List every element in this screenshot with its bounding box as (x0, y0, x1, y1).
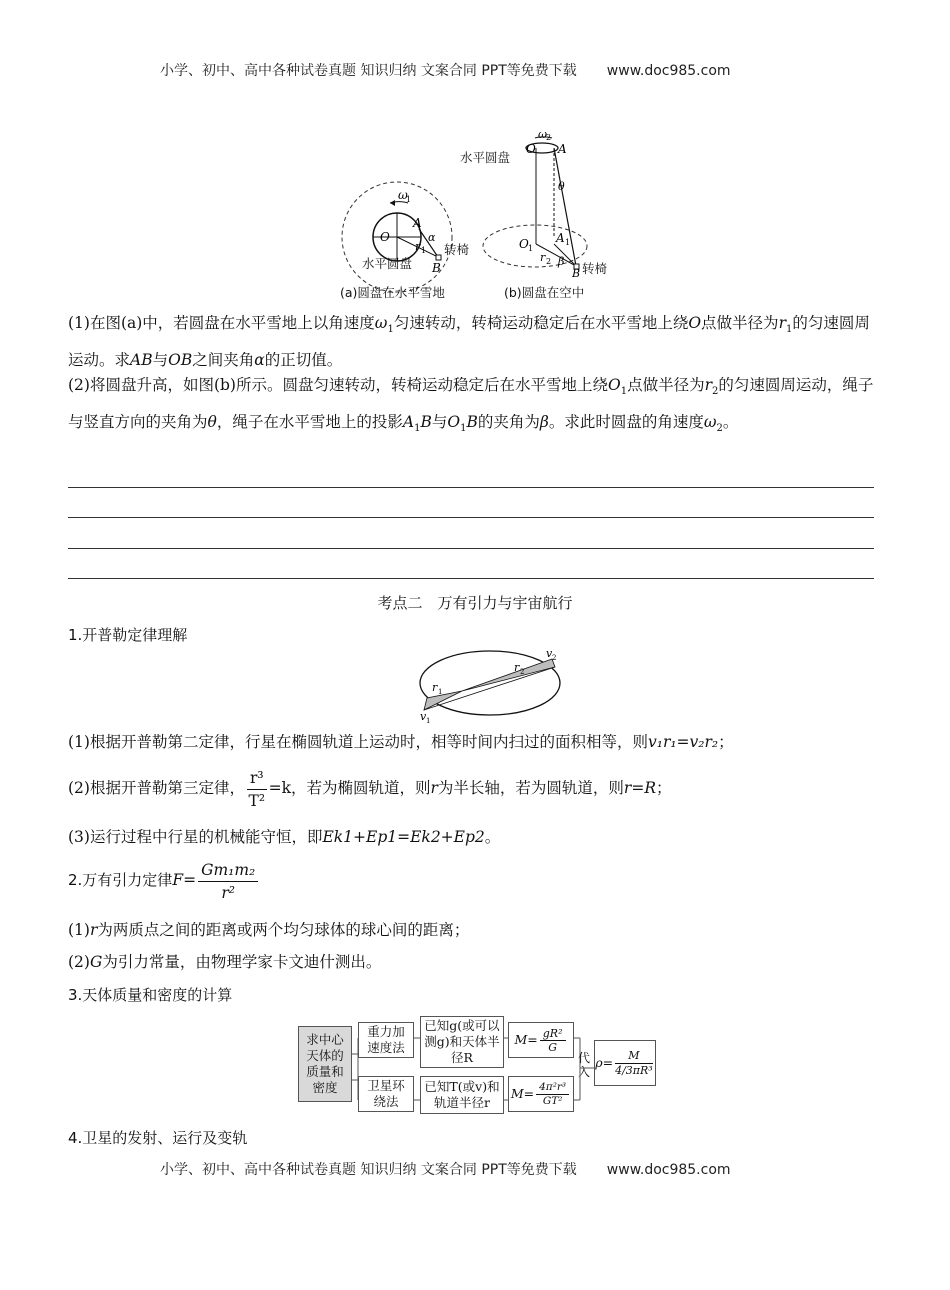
figure-a-label-O: O (380, 230, 390, 244)
flow-root: 求中心天体的质量和密度 (298, 1026, 352, 1102)
header-url[interactable]: www.doc985.com (606, 63, 731, 79)
flow-orbit-known: 已知T(或v)和轨道半径r (420, 1076, 504, 1114)
figure-b-label-A1: A (556, 231, 565, 245)
section-2-title: 考点二 万有引力与宇宙航行 (377, 594, 573, 612)
figure-b-label-r2-sub: 2 (546, 257, 552, 266)
figure-a-label-r1: r (415, 240, 421, 253)
header-text: 小学、初中、高中各种试卷真题 知识归纳 文案合同 PPT等免费下载 (160, 63, 577, 79)
footer-url[interactable]: www.doc985.com (606, 1162, 731, 1178)
figure-a-label-A: A (413, 216, 422, 230)
heading-kepler: 1.开普勒定律理解 (68, 626, 188, 644)
figure-b-label-A1-sub: 1 (565, 238, 571, 247)
flow-gravity-known: 已知g(或可以测g)和天体半径R (420, 1016, 504, 1068)
swept-area-2 (462, 659, 555, 691)
page-header (160, 60, 731, 80)
question-2: (2)将圆盘升高，如图(b)所示。圆盘匀速转动，转椅运动稳定后在水平雪地上绕$O_1$点做半径为$r_2$的匀速圆周运动，绳子与竖直方向的夹角为θ，绳子在水平雪地上的投影$A_1B$与$O_1B$的夹角为β。求此时圆盘的角速度$\omega_2$。 (68, 376, 874, 435)
figure-a-caption: (a)圆盘在水平雪地 (340, 285, 445, 300)
figure-b-label-disk: 水平圆盘 (460, 150, 511, 165)
figure-b-label-omega: ω (538, 128, 547, 141)
gravitation-note-2: (2)G为引力常量，由物理学家卡文迪什测出。 (68, 953, 382, 971)
radius-line (424, 667, 555, 710)
figure-b-label-O: O (526, 142, 536, 156)
label-v2: v (546, 647, 553, 660)
heading-mass-density: 3.天体质量和密度的计算 (68, 986, 233, 1004)
figure-b-label-theta: θ (558, 180, 565, 193)
question-1: (1)在图(a)中，若圆盘在水平雪地上以角速度$\omega_1$匀速转动，转椅运动稳定后在水平雪地上绕O点做半径为$r_1$的匀速圆周运动。求AB与OB之间夹角α的正切值。 (68, 314, 870, 370)
figure-b-label-chair: 转椅 (582, 261, 608, 276)
figure-b-label-O1: O (519, 237, 529, 251)
label-v1: v (420, 710, 427, 723)
figure-a-label-alpha: α (428, 231, 436, 244)
figure-a-label-chair: 转椅 (444, 242, 470, 257)
figure-b-rope (554, 148, 576, 266)
kepler-law-2: (1)根据开普勒第二定律，行星在椭圆轨道上运动时，相等时间内扫过的面积相等，则v₁r₁=v₂r₂； (68, 733, 734, 751)
figure-a-label-disk: 水平圆盘 (362, 256, 413, 271)
label-r2: r (514, 661, 520, 674)
kepler-law-3: (2)根据开普勒第三定律， $\frac{\text{r³}}{\text{T²}}$ =k，若为椭圆轨道，则r为半长轴，若为圆轨道，则r=R； (68, 768, 672, 810)
flow-method-gravity: 重力加速度法 (358, 1022, 414, 1058)
kepler-ellipse-figure (410, 645, 570, 725)
figure-a-arrowhead (390, 200, 395, 206)
figure-a-label-omega-sub: 1 (406, 195, 412, 204)
flow-method-orbit: 卫星环绕法 (358, 1076, 414, 1112)
figure-a-chair (436, 255, 441, 260)
label-v2-sub: 2 (552, 654, 557, 662)
answer-line-1[interactable] (68, 487, 874, 488)
flow-orbit-result: M= $\frac{\text{4π²r³}}{\text{GT²}}$ (508, 1076, 574, 1112)
figure-b-label-B: B (572, 267, 581, 278)
figure-b-label-A: A (558, 142, 567, 156)
flow-density-result: ρ= $\frac{M}{\text{4/3πR³}}$ (594, 1040, 656, 1086)
page-footer (160, 1159, 731, 1179)
flow-gravity-result: M= $\frac{\text{gR²}}{G}$ (508, 1022, 574, 1058)
footer-text: 小学、初中、高中各种试卷真题 知识归纳 文案合同 PPT等免费下载 (160, 1162, 577, 1178)
answer-line-4[interactable] (68, 578, 874, 579)
label-v1-sub: 1 (426, 717, 431, 725)
heading-satellite: 4.卫星的发射、运行及变轨 (68, 1129, 248, 1147)
gravitation-note-1: (1)r为两质点之间的距离或两个均匀球体的球心间的距离； (68, 921, 470, 939)
figure-a-label-omega: ω (398, 188, 408, 202)
figure-b-label-O1-sub: 1 (528, 244, 534, 253)
figure-b-label-beta: β (558, 255, 565, 268)
answer-line-2[interactable] (68, 517, 874, 518)
figure-b-label-r2: r (540, 251, 546, 264)
figure-b-label-omega-sub: 2 (546, 133, 552, 142)
heading-gravitation: 2.万有引力定律F= $\frac{\text{Gm₁m₂}}{\text{r²}}$ (68, 856, 880, 904)
flow-substitute: 代入 (578, 1051, 591, 1079)
gravitation-fraction: $\frac{\text{Gm₁m₂}}{\text{r²}}$ (198, 859, 258, 904)
label-r2-sub: 2 (520, 668, 525, 676)
figure-b-caption: (b)圆盘在空中 (504, 285, 585, 300)
label-r1: r (432, 681, 438, 694)
kepler-energy: (3)运行过程中行星的机械能守恒，即Ek1+Ep1=Ek2+Ep2。 (68, 828, 501, 846)
figure-a-label-r1-sub: 1 (421, 246, 427, 255)
answer-line-3[interactable] (68, 548, 874, 549)
label-r1-sub: 1 (438, 688, 443, 696)
figure-a-label-B: B (432, 261, 441, 275)
kepler-fraction: $\frac{\text{r³}}{\text{T²}}$ (248, 768, 266, 810)
